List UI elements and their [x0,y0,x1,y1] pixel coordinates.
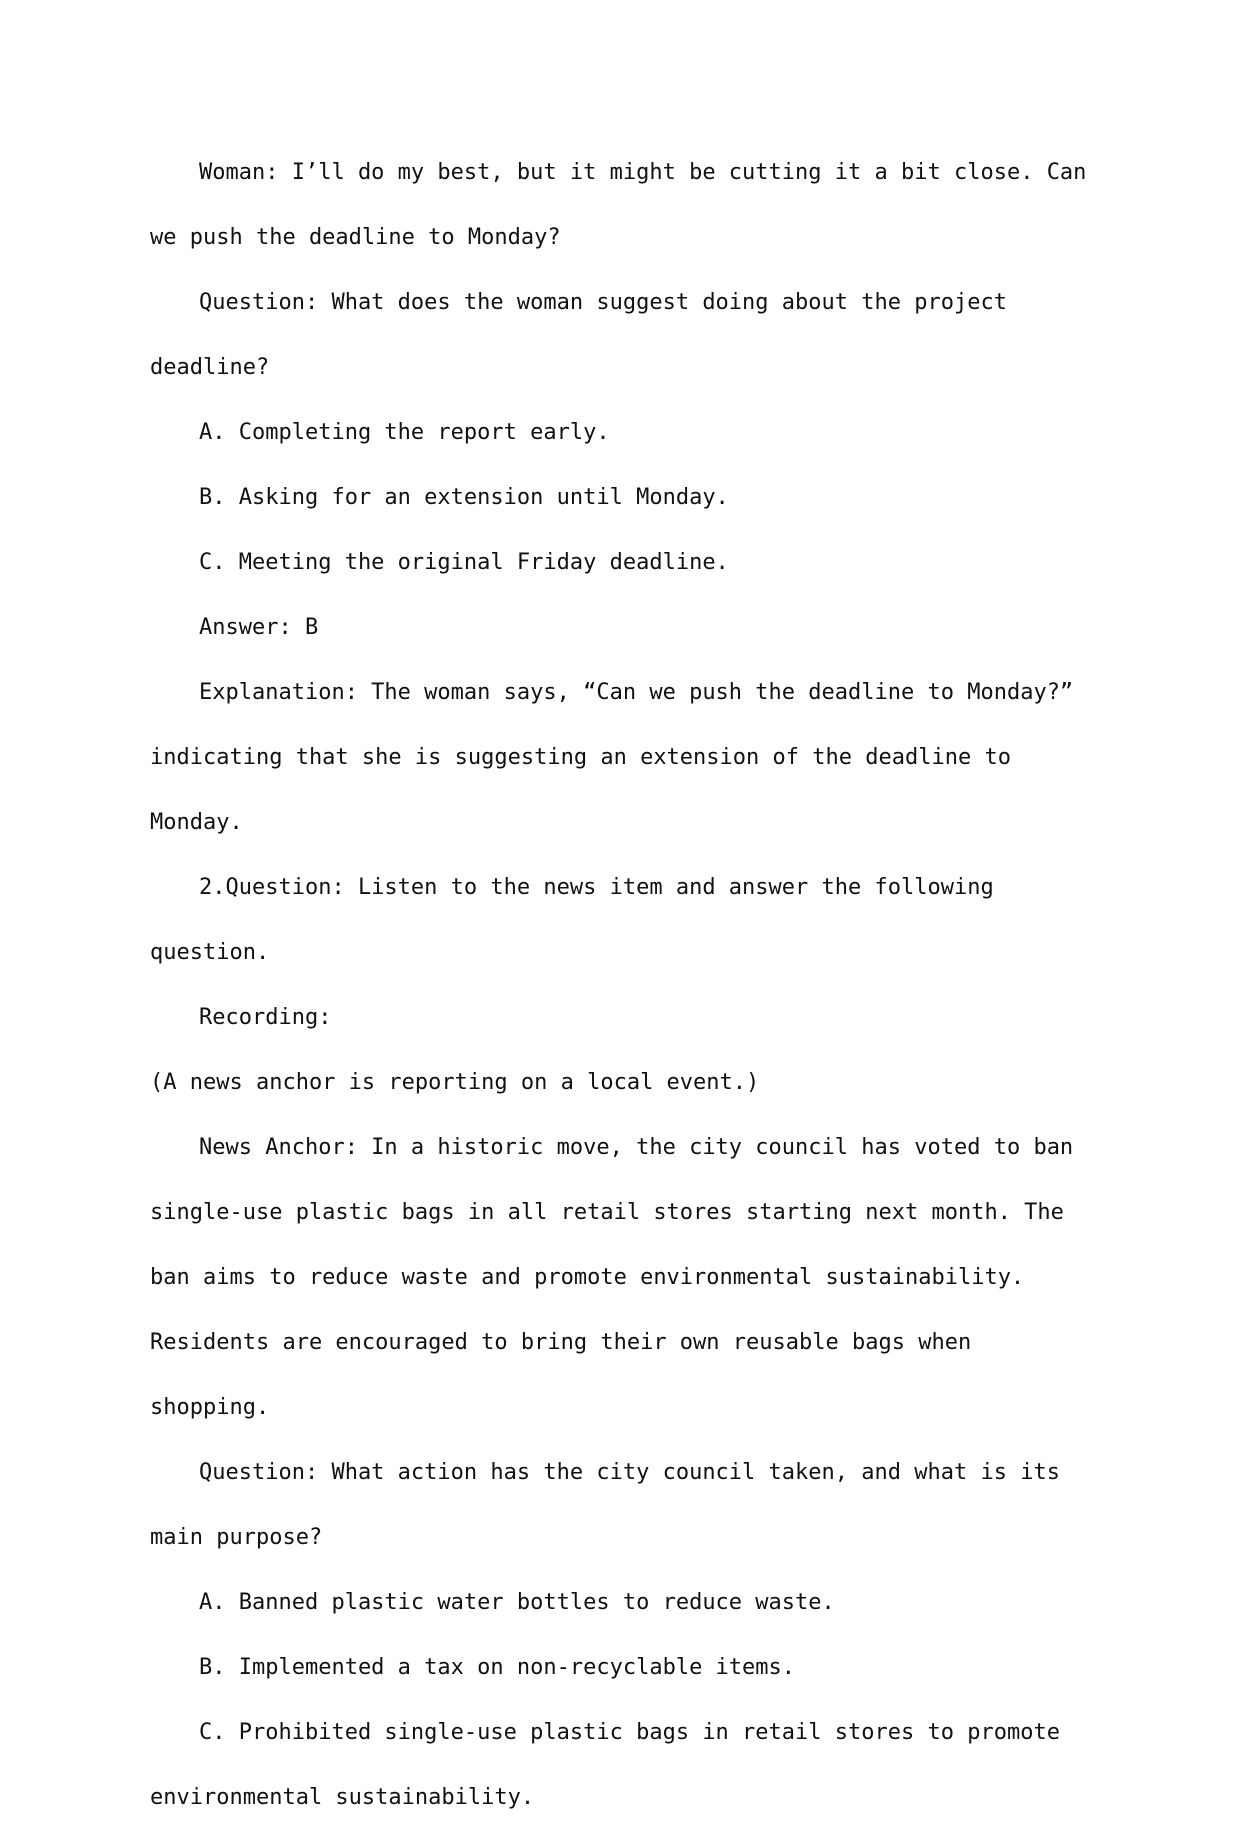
option-2a: A. Banned plastic water bottles to reduce waste. [199,1590,835,1615]
option-1b: B. Asking for an extension until Monday. [199,485,729,510]
question-1: Question: What does the woman suggest doing about the project deadline? [150,290,1007,380]
question-2-heading: 2.Question: Listen to the news item and answer the following question. [150,875,994,965]
option-2b: B. Implemented a tax on non-recyclable items. [199,1655,796,1680]
option-1a: A. Completing the report early. [199,420,610,445]
news-anchor-text: News Anchor: In a historic move, the city council has voted to ban single-use plastic bags in all retail stores starting next month. The ban aims to reduce waste and promote environmental sustainability. Residents are encouraged to bring their own reusable bags when shopping. [150,1135,1074,1420]
option-2c: C. Prohibited single-use plastic bags in retail stores to promote environmental sustainability. [150,1720,1060,1810]
option-1c: C. Meeting the original Friday deadline. [199,550,729,575]
recording-note: (A news anchor is reporting on a local event.) [150,1070,760,1095]
explanation-1: Explanation: The woman says, “Can we push the deadline to Monday?” indicating that she is suggesting an extension of the deadline to Monday. [150,680,1074,835]
question-2: Question: What action has the city council taken, and what is its main purpose? [150,1460,1060,1550]
recording-label: Recording: [199,1005,332,1030]
document-body [150,140,1095,1830]
answer-1: Answer: B [199,615,319,640]
dialogue-woman: Woman: I’ll do my best, but it might be cutting it a bit close. Can we push the deadline to Monday? [150,160,1087,250]
